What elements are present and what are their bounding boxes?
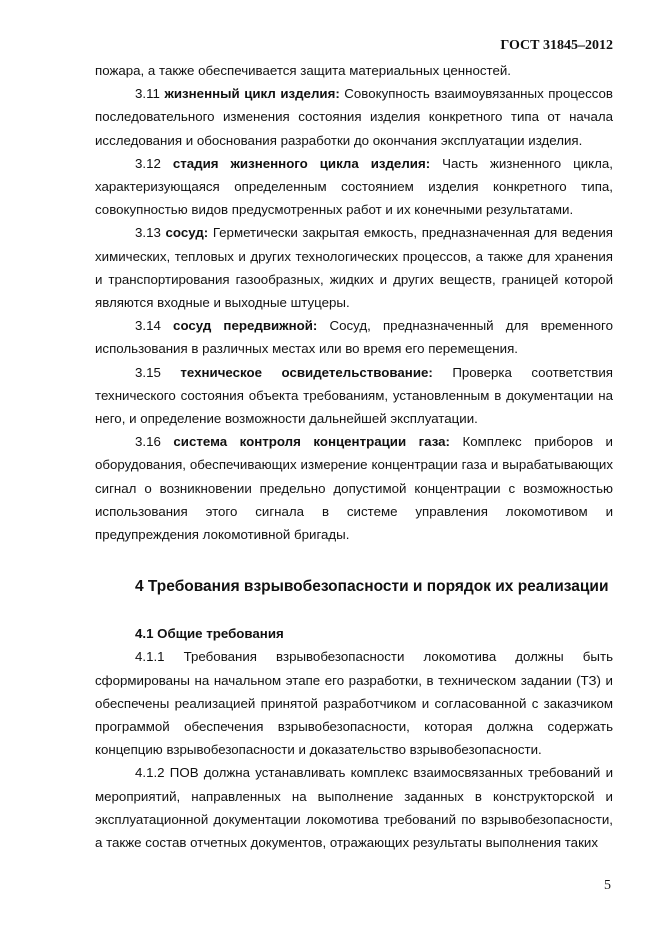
paragraph-continuation: пожара, а также обеспечивается защита материальных ценностей. bbox=[95, 63, 511, 78]
definition-3-12 bbox=[95, 152, 613, 222]
definition-text: Герметически закрытая емкость, предназначенная для ведения химических, тепловых и других технологических процессов, а также для хранения и транспортирования газообразных, жидких и других веществ, границей которой являются входные и выходные штуцеры. bbox=[95, 225, 614, 311]
definition-3-16 bbox=[95, 430, 613, 546]
section-heading: 4 Требования взрывобезопасности и порядок их реализации bbox=[135, 578, 609, 596]
clause-number: 3.14 bbox=[135, 318, 161, 334]
clause-4-1-1: 4.1.1 Требования взрывобезопасности локомотива должны быть сформированы на начальном этапе его разработки, в техническом задании (ТЗ) и обеспечены реализацией принятой разработчиком и согласованной с заказчиком программой обеспечения взрывобезопасности, которая должна содержать концепцию взрывобезопасности и доказательство взрывобезопасности. bbox=[95, 649, 613, 758]
definition-3-11 bbox=[95, 82, 613, 152]
definition-text: Часть жизненного цикла, характеризующаяся определенным состоянием изделия конкретного типа, совокупностью видов предусмотренных работ и их конечными результатами. bbox=[95, 155, 613, 218]
clause-number: 3.11 bbox=[135, 86, 160, 102]
clause-4-1-2: 4.1.2 ПОВ должна устанавливать комплекс взаимосвязанных требований и мероприятий, направленных на выполнение заданных в конструкторской и эксплуатационной документации локомотива требований по взрывобезопасности, а также состав отчетных документов, отражающих результаты выполнения таких bbox=[95, 765, 613, 851]
term-label: жизненный цикл изделия: bbox=[164, 86, 340, 102]
term-label: сосуд: bbox=[165, 225, 209, 241]
definition-text: Проверка соответствия технического состояния объекта требованиям, установленным в документации на него, и определение возможности дальнейшей эксплуатации. bbox=[95, 364, 613, 427]
definition-3-14 bbox=[95, 314, 613, 360]
definition-3-13 bbox=[95, 221, 613, 314]
subsection-heading: 4.1 Общие требования bbox=[135, 626, 284, 642]
clause-number: 3.16 bbox=[135, 434, 161, 450]
clause-number: 3.12 bbox=[135, 155, 161, 171]
document-body bbox=[95, 59, 613, 854]
definition-3-15 bbox=[95, 361, 613, 431]
page-number: 5 bbox=[604, 878, 611, 893]
term-label: стадия жизненного цикла изделия: bbox=[172, 155, 431, 171]
clause-number: 3.15 bbox=[135, 364, 161, 380]
definition-text: Комплекс приборов и оборудования, обеспечивающих измерение концентрации газа и вырабатывающих сигнал о возникновении предельно допустимой концентрации с возможностью использования этого сигнала в системе управления локомотивом и предупреждения локомотивной бригады. bbox=[95, 434, 613, 543]
standard-header: ГОСТ 31845–2012 bbox=[500, 38, 613, 53]
term-label: техническое освидетельствование: bbox=[180, 364, 433, 380]
clause-number: 3.13 bbox=[135, 225, 161, 241]
definition-text: Сосуд, предназначенный для временного использования в различных местах или во время его перемещения. bbox=[95, 318, 613, 357]
term-label: сосуд передвижной: bbox=[173, 318, 318, 334]
term-label: система контроля концентрации газа: bbox=[173, 434, 450, 450]
definition-text: Совокупность взаимоувязанных процессов последовательного изменения состояния изделия конкретного типа от начала исследования и обоснования разработки до окончания эксплуатации изделия. bbox=[95, 86, 613, 148]
